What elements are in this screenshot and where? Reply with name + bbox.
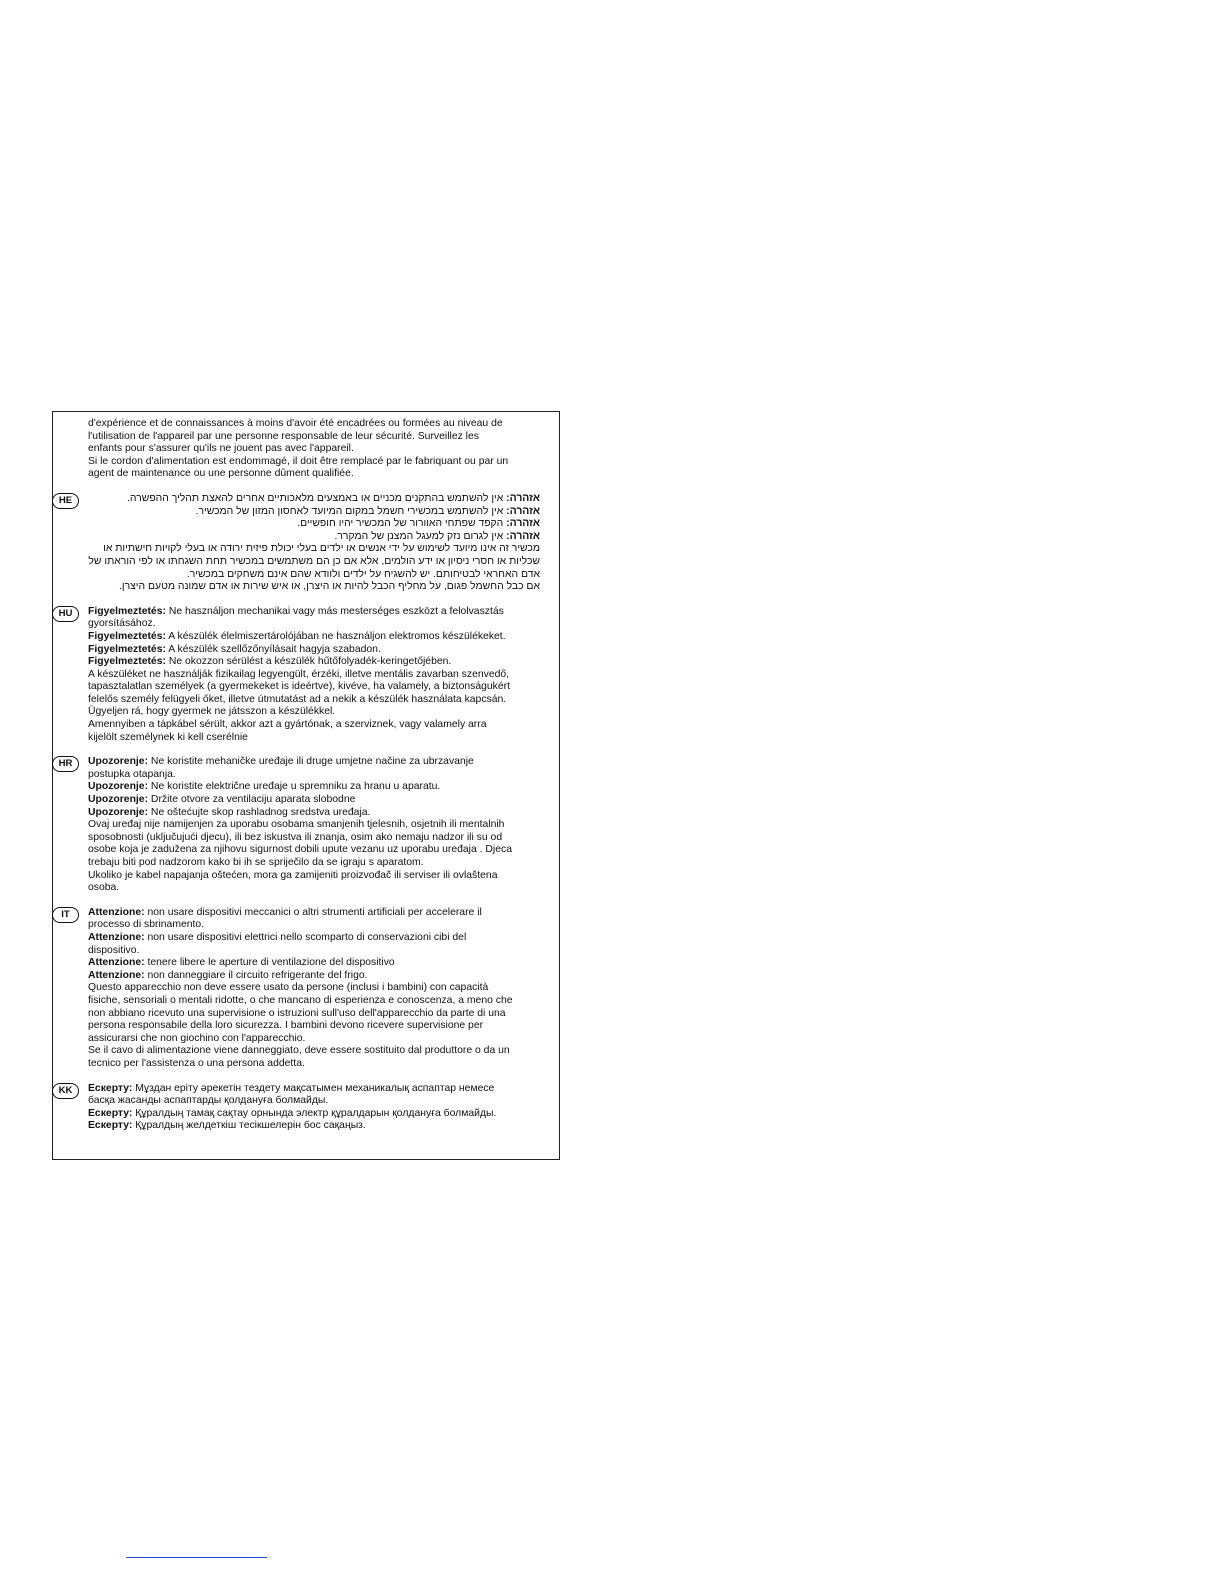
warning-text: A készülék élelmiszertárolójában ne használjon elektromos készülékeket. <box>165 630 506 642</box>
language-badge-he: HE <box>52 493 79 509</box>
section-it <box>61 906 540 1071</box>
warning-line <box>88 1120 540 1133</box>
warning-label: Attenzione: <box>88 906 145 918</box>
warning-line <box>88 1083 540 1096</box>
warning-line <box>88 807 540 820</box>
language-badge-hr: HR <box>52 756 79 772</box>
text-line: אדם האחראי לבטיחותם. יש להשגיח על ילדים ולוודא שהם אינם משחקים במכשיר. <box>186 568 540 580</box>
section-fr <box>88 418 540 481</box>
warning-label: Attenzione: <box>88 957 145 969</box>
warning-label: Attenzione: <box>88 931 145 943</box>
text-line: felelős személy felügyeli őket, illetve útmutatást ad a nekik a készülék használata kapcsán. <box>88 693 507 705</box>
language-badge-hu: HU <box>52 606 79 622</box>
warning-label: Ескерту: <box>88 1120 133 1132</box>
warning-text: אין להשתמש בהתקנים מכניים או באמצעים מלאכותיים אחרים להאצת תהליך ההפשרה. <box>127 492 507 504</box>
warning-text: אין לגרום נזק למעגל המצנן של המקרר. <box>334 530 507 542</box>
warning-text: הקפד שפתחי האוורור של המכשיר יהיו חופשיים. <box>297 518 507 530</box>
warning-line <box>88 506 540 519</box>
warning-line <box>88 970 540 983</box>
warning-label: אזהרה: <box>506 530 540 542</box>
text-line: osoba. <box>88 882 120 894</box>
text-line: gyorsításához. <box>88 618 156 630</box>
warning-line <box>88 957 540 970</box>
text-line: שכליות או חסרי ניסיון או ידע הולמים, אלא אם כן הם משתמשים במכשיר תחת השגחתו או לפי הוראתו של <box>88 555 540 567</box>
text-line: Si le cordon d'alimentation est endommagé, il doit être remplacé par le fabriquant ou par un <box>88 455 509 467</box>
text-line: processo di sbrinamento. <box>88 919 205 931</box>
text-line: tapasztalatlan személyek (a gyermekeket is ideértve), kivéve, ha valamely, a biztonságukért <box>88 681 510 693</box>
warning-line <box>88 518 540 531</box>
text-line: Amennyiben a tápkábel sérült, akkor azt a gyártónak, a szerviznek, vagy valamely arra <box>88 719 487 731</box>
warning-label: Figyelmeztetés: <box>88 656 166 668</box>
warning-text: אין להשתמש במכשירי חשמל במקום המיועד לאחסון המזון של המכשיר. <box>195 505 507 517</box>
text-line: Ukoliko je kabel napajanja oštećen, mora ga zamijeniti proizvođač ili serviser ili ovlaštena <box>88 869 498 881</box>
text-line: sposobnosti (uključujući djecu), ili bez iskustva ili znanja, osim ako nemaju nadzor ili su od <box>88 831 503 843</box>
warning-text: Držite otvore za ventilaciju aparata slobodne <box>148 794 356 806</box>
warning-label: Upozorenje: <box>88 781 149 793</box>
language-badge-kk: KK <box>52 1083 79 1099</box>
warning-line <box>88 781 540 794</box>
text-line: fisiche, sensoriali o mentali ridotte, o che mancano di esperienza e conoscenza, a meno che <box>88 994 513 1006</box>
section-hr <box>58 756 540 895</box>
warning-label: Figyelmeztetés: <box>88 630 166 642</box>
text-line: postupka otapanja. <box>88 768 176 780</box>
warning-text: Ne koristite električne uređaje u spremniku za hranu u aparatu. <box>148 781 441 793</box>
warning-label: Figyelmeztetés: <box>88 605 166 617</box>
warning-line <box>88 756 540 769</box>
text-line: Questo apparecchio non deve essere usato da persone (inclusi i bambini) con capacità <box>88 982 489 994</box>
footer-link-underline <box>126 1557 267 1558</box>
warning-label: אזהרה: <box>506 505 540 517</box>
warning-label: Figyelmeztetés: <box>88 643 166 655</box>
warning-label: Ескерту: <box>88 1082 133 1094</box>
text-line: басқа жасанды аспаптарды қолдануға болмайды. <box>88 1095 329 1107</box>
warning-line <box>88 794 540 807</box>
warning-text: Ne oštećujte skop rashladnog sredstva uređaja. <box>148 806 371 818</box>
warning-text: tenere libere le aperture di ventilazione del dispositivo <box>144 957 395 969</box>
text-line: non abbiano ricevuto una supervisione o istruzioni sull'uso dell'apparecchio da parte di una <box>88 1007 506 1019</box>
text-line: assicurarsi che non giochino con l'apparecchio. <box>88 1032 306 1044</box>
text-line: Ügyeljen rá, hogy gyermek ne játsszon a készülékkel. <box>88 706 336 718</box>
text-line: Ovaj uređaj nije namijenjen za uporabu osobama smanjenih tjelesnih, osjetnih ili mentalnih <box>88 819 505 831</box>
panel-content <box>58 418 540 1133</box>
text-line: trebaju biti pod nadzorom kako bi ih se spriječilo da se igraju s aparatom. <box>88 857 424 868</box>
language-badge-it: IT <box>52 907 79 923</box>
warning-text: Мұздан еріту әрекетін тездету мақсатымен механикалық аспаптар немесе <box>132 1082 495 1094</box>
warning-label: Upozorenje: <box>88 794 149 806</box>
text-line: A készüléket ne használják fizikailag legyengült, érzéki, illetve mentális zavarban szenvedő, <box>88 668 510 680</box>
section-he <box>58 492 540 594</box>
safety-text-panel <box>52 411 560 1160</box>
warning-label: Upozorenje: <box>88 756 149 768</box>
warning-text: A készülék szellőzőnyílásait hagyja szabadon. <box>165 643 381 655</box>
warning-line <box>88 644 540 657</box>
warning-label: Ескерту: <box>88 1107 133 1119</box>
warning-line <box>88 932 540 945</box>
text-line: l'utilisation de l'appareil par une personne responsable de leur sécurité. Surveillez les <box>88 430 479 442</box>
text-line: d'expérience et de connaissances à moins d'avoir été encadrées ou formées au niveau de <box>88 418 503 429</box>
warning-label: אזהרה: <box>506 492 540 504</box>
text-line: אם כבל החשמל פגום, על מחליף הכבל להיות או היצרן, או איש שירות או אדם שמונה מטעם היצרן. <box>119 581 540 593</box>
warning-text: non danneggiare il circuito refrigerante del frigo. <box>144 969 368 981</box>
warning-text: Ne koristite mehaničke uređaje ili druge umjetne načine za ubrzavanje <box>148 756 474 768</box>
warning-line <box>88 606 540 619</box>
section-kk <box>58 1082 540 1133</box>
text-line: agent de maintenance ou une personne dûment qualifiée. <box>88 468 354 480</box>
warning-line <box>88 493 540 506</box>
warning-label: Upozorenje: <box>88 806 149 818</box>
warning-text: Құралдың тамақ сақтау орнында электр құралдарын қолдануға болмайды. <box>132 1107 497 1119</box>
warning-line <box>88 656 540 669</box>
text-line: dispositivo. <box>88 944 140 956</box>
warning-line <box>88 907 540 920</box>
text-line: osobe koja je zadužena za njihovu sigurnost dobili upute vezanu uz uporabu uređaja . Djeca <box>88 844 512 856</box>
text-line: tecnico per l'assistenza o una persona addetta. <box>88 1057 305 1069</box>
text-line: kijelölt személynek ki kell cserélnie <box>88 731 248 743</box>
warning-text: Ne használjon mechanikai vagy más mesterséges eszközt a felolvasztás <box>165 605 504 617</box>
warning-line <box>88 531 540 544</box>
warning-line <box>88 1108 540 1121</box>
text-line: מכשיר זה אינו מיועד לשימוש על ידי אנשים או ילדים בעלי יכולת פיזית ירודה או בעלי לקויות חישתיות או <box>103 543 540 555</box>
warning-text: non usare dispositivi elettrici nello scomparto di conservazioni cibi del <box>144 931 467 943</box>
warning-label: Attenzione: <box>88 969 145 981</box>
warning-label: אזהרה: <box>506 518 540 530</box>
text-line: enfants pour s'assurer qu'ils ne jouent pas avec l'appareil. <box>88 443 354 455</box>
warning-text: Құралдың желдеткіш тесікшелерін бос сақаңыз. <box>132 1120 366 1132</box>
warning-text: non usare dispositivi meccanici o altri strumenti artificiali per accelerare il <box>144 906 482 918</box>
text-line: persona responsabile della loro sicurezza. I bambini devono ricevere supervisione per <box>88 1020 484 1032</box>
section-hu <box>58 605 540 745</box>
warning-line <box>88 631 540 644</box>
text-line: Se il cavo di alimentazione viene danneggiato, deve essere sostituito dal produttore o da un <box>88 1045 510 1057</box>
warning-text: Ne okozzon sérülést a készülék hűtőfolyadék-keringetőjében. <box>165 656 452 668</box>
